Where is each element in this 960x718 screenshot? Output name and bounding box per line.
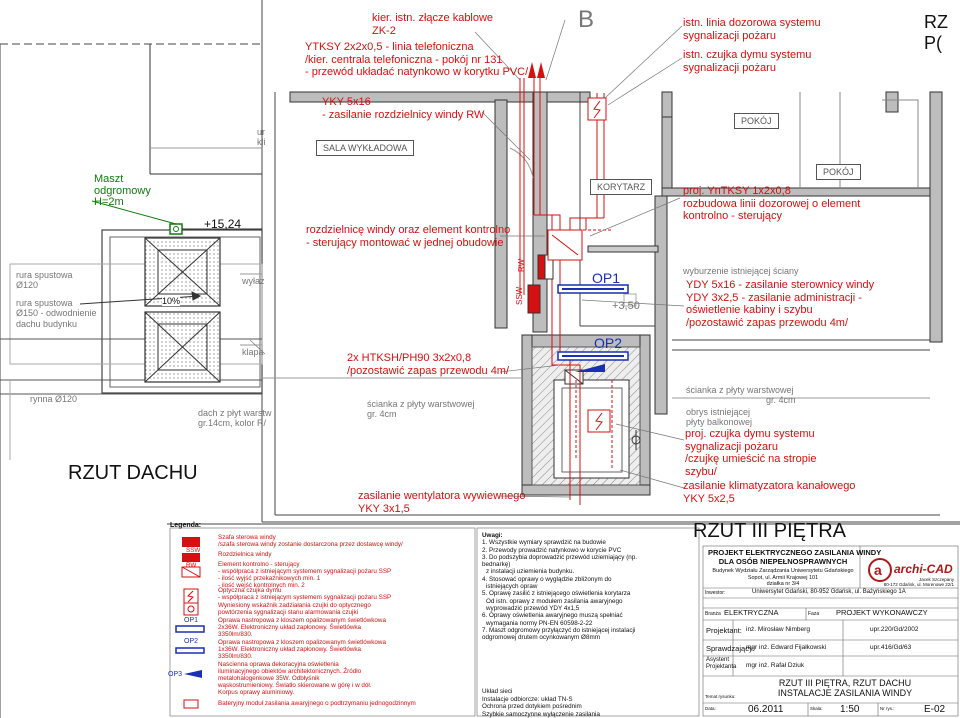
project-title: PROJEKT ELEKTRYCZNEGO ZASILANIA WINDY DLA OSÓB NIEPEŁNOSPRAWNYCH: [708, 548, 882, 566]
floor-elevation: +3,50: [612, 300, 640, 312]
legend-sym-rw: RW: [186, 562, 197, 569]
legend-item-rw: Rozdzielnica windy: [218, 551, 272, 558]
scale-value: 1:50: [840, 704, 860, 715]
roof-slope: 10%: [162, 296, 181, 306]
cable-ic-label: kier. istn. złącze kablowe ZK-2: [372, 12, 494, 37]
legend-title: Legenda:: [170, 522, 202, 529]
drawing-number: E-02: [924, 704, 946, 715]
elevator-shaft: [532, 347, 640, 485]
elevator-switchboard-note: rozdzielnicę windy oraz element kontrolno - sterujący montować w jednej obudowie: [306, 224, 511, 249]
legend-sym-op1: OP1: [184, 617, 199, 624]
assistant-name: mgr inż. Rafał Dziuk: [746, 662, 805, 669]
assistant-role: Asystent Projektanta: [706, 657, 737, 670]
legend-item-op2: Oprawa nastropowa z kloszem opalizowanym świetlówkowa 1x36W. Elektroniczny układ zapłonowy. Świetlówka 3350lm/830.: [218, 639, 386, 660]
lightning-mast-label: Maszt odgromowy H=2m: [94, 173, 151, 209]
roof-material-label: dach z płyt warstw gr.14cm, kolor R/: [198, 408, 272, 429]
notes-block: Uwagi: 1. Wszystkie wymiary sprawdzić na budowie 2. Przewody prowadzić natynkowo w korycie PVC 3. Do podszybia doprowadzić przewód uziemiający (np. bednarkę) z instalacji uziemienia budynku. 4. Stosować oprawy o wyglądzie zbliżonym do istniejących opraw 5. Oprawę zasilić z istniejącego oświetlenia korytarza Od istn. oprawy z modułem zasilania awaryjnego wyprowadzić przewód YDY 4x1,5 6. Oprawy oświetlenia awaryjnego muszą spełniać wymagania normy PN-EN 60598-2-22 7. Maszt odgromowy przyłączyć do istniejącej instalacji odgromowej drutem ocynkowanym Ø8mm: [482, 532, 638, 642]
drawing-number-label: Nr rys.:: [880, 706, 895, 711]
balcony-outline-note: obrys istniejącej płyty balkonowej: [686, 407, 753, 428]
roof-elevation: +15,24: [204, 217, 242, 231]
legend-item-smoke: Optyczna czujka dymu - współpraca z istniejącym systemem sygnalizacji pożaru SSP: [218, 587, 392, 601]
room-korytarz: KORYTARZ: [590, 179, 652, 195]
legend-item-ssw: Szafa sterowa windy /szafa sterowa windy zostanie dostarczona przez dostawcę windy/: [218, 534, 403, 548]
partition-left-note: ścianka z płyty warstwowej gr. 4cm: [367, 399, 475, 420]
company-logo: archi-CAD: [894, 562, 953, 576]
phase-label: Faza: [808, 611, 820, 617]
legend-item-op1: Oprawa nastropowa z kloszem opalizowanym świetlówkowa 2x36W. Elektroniczny układ zapłonowy. Świetlówka 3350lm/830.: [218, 617, 386, 638]
checker-name: mgr inż. Edward Fijałkowski: [746, 644, 827, 651]
fire-line-label: istn. linia dozorowa systemu sygnalizacji pożaru: [683, 17, 821, 42]
designer-permit: upr.220/Gd/2002: [870, 626, 919, 633]
roof-plan-title: RZUT DACHU: [68, 462, 198, 484]
network-system-note: Układ sieci Instalacje odbiorcze: układ TN-S: [482, 688, 573, 703]
fire-cable-note: 2x HTKSH/PH90 3x2x0,8 /pozostawić zapas przewodu 4m/: [347, 352, 510, 377]
investor-label: Inwestor:: [705, 590, 726, 596]
company-info: Jacek Szczepany 80-172 Gdańsk, ul. Morenowe 22/1: [883, 577, 954, 588]
cable-arrows: [528, 62, 545, 78]
cut-label: ur kli: [257, 127, 266, 148]
legend-sym-op3: OP3: [168, 671, 183, 678]
legend-item-indicator: Wyniesiony wskaźnik zadziałania czujki do optycznego powtórzenia sygnalizacji stanu alarmowania czujki: [218, 602, 371, 616]
room-lecture-hall: SALA WYKŁADOWA: [316, 140, 414, 156]
legend-sym-ssw: SSW: [186, 547, 201, 554]
legend-sym-op2: OP2: [184, 638, 199, 645]
yky-label: YKY 5x16 - zasilanie rozdzielnicy windy RW: [322, 96, 485, 121]
room-pokoj-1: POKÓJ: [734, 113, 779, 129]
checker-role: Sprawdzający:: [706, 644, 755, 653]
protection-note: Ochrona przed dotykiem pośrednim Szybkie samoczynne wyłączenie zasilania: [482, 703, 600, 718]
phase-value: PROJEKT WYKONAWCZY: [836, 608, 928, 617]
floor-plan-title: RZUT III PIĘTRA: [693, 520, 846, 542]
gutter-label: rynna Ø120: [30, 394, 78, 404]
fan-supply-note: zasilanie wentylatora wywiewnego YKY 3x1,5: [358, 490, 526, 515]
rw-tag: RW: [517, 258, 526, 272]
op2-label: OP2: [594, 335, 623, 351]
sheet-title: RZUT III PIĘTRA, RZUT DACHU INSTALACJE ZASILANIA WINDY: [777, 678, 913, 699]
telephone-line-label: YTKSY 2x2x0,5 - linia telefoniczna /kier. centrala telefoniczna - pokój nr 131 - przewód układać natynkowo w korytku PVC/: [305, 41, 529, 79]
proj-smoke-detector-note: proj. czujka dymu systemu sygnalizacji pożaru /czujkę umieścić na stropie szybu/: [685, 428, 817, 478]
corner-title-fragment: RZ P(: [924, 12, 948, 53]
designer-name: inż. Mirosław Nimberg: [746, 626, 810, 633]
date-value: 06.2011: [748, 704, 784, 715]
sheet-topic-label: Temat rysunku:: [705, 694, 736, 699]
checker-permit: upr.416/Gd/63: [870, 644, 912, 651]
roof-hatch-label: wyłaz: [242, 276, 265, 286]
date-label: Data:: [705, 706, 716, 711]
partition-right-note: ścianka z płyty warstwowej gr. 4cm: [686, 385, 796, 406]
downpipe-120-label: rura spustowa Ø120: [16, 270, 73, 291]
detection-line-note: proj. YnTKSY 1x2x0,8 rozbudowa linii dozorowej o element kontrolno - sterujący: [683, 185, 861, 223]
room-pokoj-2: POKÓJ: [816, 164, 861, 180]
legend-item-op3: Naścienna oprawa dekoracyjna oświetlenia iluminacyjnego obiektów architektonicznych. Źródło metalohalogenkowe 35W. Odbłyśnik wąskostrumieniowy. Światło skierowane w górę i w dół. Korpus oprawy aluminiowy.: [218, 661, 372, 696]
ssw-tag: SSW: [515, 286, 524, 305]
downpipe-150-label: rura spustowa Ø150 - odwodnienie dachu budynku: [16, 298, 97, 329]
smoke-detector-label: istn. czujka dymu systemu sygnalizacji pożaru: [683, 49, 812, 74]
legend-item-battery: Bateryjny moduł zasilania awaryjnego o podtrzymaniu jednogodzinnym: [218, 700, 416, 707]
building-address: Budynek Wydziału Zarządzania Uniwersytetu Gdańskiego Sopot, ul. Armii Krajowej 101 działka nr 3/4: [712, 568, 854, 588]
legend-item-control: Element kontrolno - sterujący - współpraca z istniejącym systemem sygnalizacji pożaru SSP - ilość wyjść przekaźnikowych min. 1 - ilość wejść kontrolnych min. 2: [218, 561, 392, 589]
flap-label: klapa: [242, 347, 264, 357]
branch-value: ELEKTRYCZNA: [724, 608, 779, 617]
wall-demolition-note: wyburzenie istniejącej ściany: [683, 266, 799, 276]
section-b-mark: B: [578, 6, 595, 33]
designer-role: Projektant:: [706, 626, 742, 635]
scale-label: Skala:: [810, 706, 823, 711]
op1-label: OP1: [592, 270, 621, 286]
branch-label: Branża: [705, 611, 721, 617]
investor-value: Uniwersytet Gdański, 80-952 Gdańsk, ul. Bażyńskiego 1A: [752, 589, 906, 595]
ydy-cables-note: YDY 5x16 - zasilanie sterownicy windy YDY 3x2,5 - zasilanie administracji - oświetlenie kabiny i szybu /pozostawić zapas przewodu 4m/: [686, 279, 875, 329]
svg-text:a: a: [874, 562, 882, 578]
aircon-supply-note: zasilanie klimatyzatora kanałowego YKY 5x2,5: [683, 480, 856, 505]
